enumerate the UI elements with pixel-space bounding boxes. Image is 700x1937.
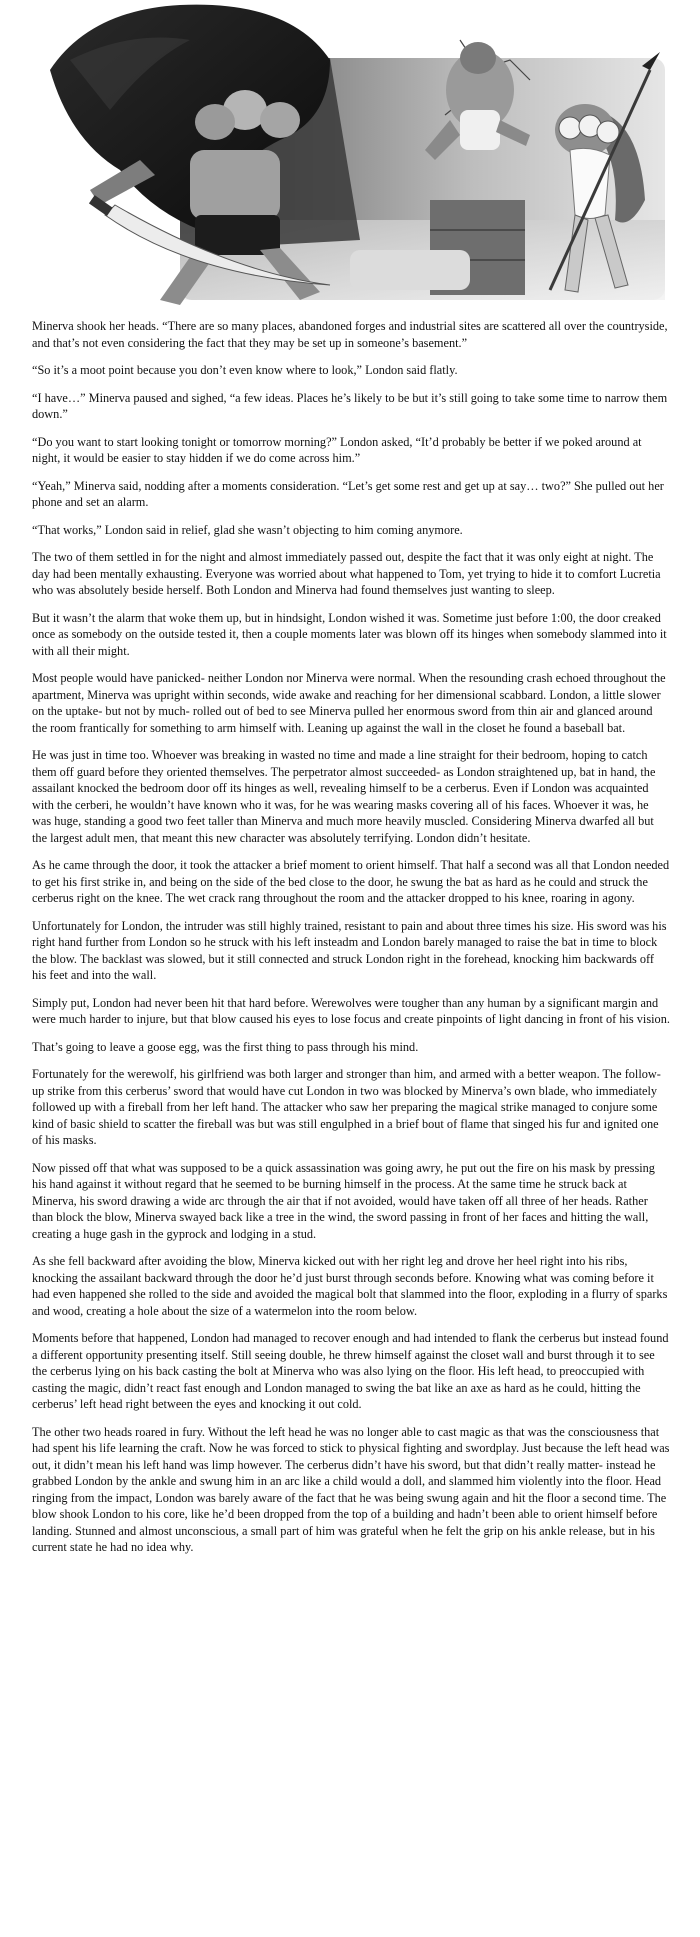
paragraph: Most people would have panicked- neither London nor Minerva were normal. When the resounding crash echoed throughout the apartment, Minerva was upright within seconds, wide awake and reaching for her dimensional scabbard. London, a little slower on the uptake- but not by much- rolled out of bed to see Minerva pulled her enormous sword from thin air and glanced around the room frantically for something to arm himself with. Leaning up against the wall in the closet he found a baseball bat. — [32, 671, 666, 735]
paragraph: “Yeah,” Minerva said, nodding after a moments consideration. “Let’s get some rest and get up at say… two?” She pulled out her phone and set an alarm. — [32, 478, 664, 509]
paragraph: Now pissed off that what was supposed to be a quick assassination was going awry, he put out the fire on his mask by pressing his hand against it without regard that he seemed to be burning himself in the process. At the same time he struck back at Minerva, his sword drawing a wide arc through the air that if not avoided, would have taken off all three of her heads. Rather than block the blow, Minerva swayed back like a tree in the wind, the sword passing in front of her faces and hitting the wall, creating a huge gash in the gyprock and lodging in a stud. — [32, 1160, 655, 1241]
story-illustration — [30, 0, 670, 308]
paragraph: “Do you want to start looking tonight or tomorrow morning?” London asked, “It’d probably be better if we poked around at night, it would be easier to stay hidden if we do come across him.” — [32, 434, 642, 465]
paragraph: The two of them settled in for the night and almost immediately passed out, despite the fact that it was only eight at night. The day had been mentally exhausting. Everyone was worried about what happened to Tom, yet trying to hide it to comfort Lucretia who was absolutely beside herself. Both London and Minerva had found themselves just wanting to sleep. — [32, 550, 661, 597]
paragraph: As he came through the door, it took the attacker a brief moment to orient himself. That half a second was all that London needed to get his first strike in, and being on the side of the bed close to the door, he swung the bat as hard as he could and struck the cerberus right on the knee. The wet crack rang throughout the room and the attacker dropped to his knee, roaring in agony. — [32, 858, 670, 905]
paragraph: Moments before that happened, London had managed to recover enough and had intended to flank the cerberus but instead found a different opportunity presenting itself. Still seeing double, he threw himself against the closet wall and burst through it to see the cerberus lying on his back casting the bolt at Minerva who was also lying on the floor. His left head, to preoccupied with casting the magic, didn’t react fast enough and London managed to swing the bat like an axe as hard as he could, hitting the cerberus’ left head right between the eyes and knocking it out cold. — [32, 1331, 669, 1411]
paragraph: The other two heads roared in fury. Without the left head he was no longer able to cast magic as that was the consciousness that had spent his life learning the craft. Now he was forced to stick to physical fighting and swordplay. Just because the left head was out, it didn’t mean his left hand was limp however. The cerberus didn’t have his sword, but that didn’t really matter- instead he grabbed London by the ankle and swung him in an arc like a child would a doll, and slammed him violently into the floor. Head ringing from the impact, London was barely aware of the fact that he was being swung again and hit the floor a second time. The blow shook London to his core, like he’d been dropped from the top of a building and hadn’t been able to orient himself before landing. Stunned and almost unconscious, a small part of him was grateful when he felt the grip on his ankle release, but in his current state he had no idea why. — [32, 1424, 670, 1554]
paragraph: Unfortunately for London, the intruder was still highly trained, resistant to pain and about three times his size. His sword was his right hand further from London so he struck with his left insteadm and London barely managed to raise the bat in time to block the blow. The backlast was slowed, but it still connected and struck London right in the forehead, knocking him backwards off his feet and into the wall. — [32, 918, 667, 982]
story-text — [32, 318, 670, 1567]
paragraph: “That works,” London said in relief, glad she wasn’t objecting to him coming anymore. — [32, 522, 463, 537]
paragraph: But it wasn’t the alarm that woke them up, but in hindsight, London wished it was. Sometime just before 1:00, the door creaked once as somebody on the outside tested it, then a couple moments later was blown off its hinges when somebody slammed into it with all their might. — [32, 610, 667, 658]
paragraph: As she fell backward after avoiding the blow, Minerva kicked out with her right leg and drove her heel right into his ribs, knocking the assailant backward through the door he’d just burst through seconds before. Knowing what was coming before it had even happened she rolled to the side and avoided the magical bolt that slammed into the floor, exploding in a flurry of sparks and wood, creating a hole about the size of a watermelon into the room below. — [32, 1254, 668, 1318]
paragraph: He was just in time too. Whoever was breaking in wasted no time and made a line straight for their bedroom, hoping to catch them off guard before they oriented themselves. The perpetrator almost succeeded- as London straightened up, bat in hand, the assailant knocked the bedroom door off its hinges as well, revealing himself to be a cerberus. Even if London was acquainted with the cerberi, he wouldn’t have known who it was, for he was wearing masks covering all of his faces. Whoever it was, he was huge, standing a good two feet taller than Minerva and much more heavily muscled. Considering Minerva dwarfed all but the largest adult men, that meant this new character was absolutely terrifying. London didn’t hesitate. — [32, 748, 656, 845]
paragraph: Simply put, London had never been hit that hard before. Werewolves were tougher than any human by a significant margin and were much harder to injure, but that blow caused his eyes to lose focus and create pinpoints of light dancing in front of his vision. — [32, 995, 670, 1026]
paragraph: Fortunately for the werewolf, his girlfriend was both larger and stronger than him, and armed with a better weapon. The follow-up strike from this cerberus’ sword that would have cut London in two was blocked by Minerva’s own blade, who immediately followed up with a fireball from her left hand. The attacker who saw her preparing the magical strike managed to conjure some kind of basic shield to scatter the fireball was but was still engulphed in a brief bout of flame that singed his fur and ignited one of his masks. — [32, 1067, 661, 1147]
paragraph: “I have…” Minerva paused and sighed, “a few ideas. Places he’s likely to be but it’s still going to take some time to narrow them down.” — [32, 390, 668, 421]
paragraph: Minerva shook her heads. “There are so many places, abandoned forges and industrial sites are scattered all over the countryside, and that’s not even considering the fact that they may be set up in someone’s basement.” — [32, 319, 668, 350]
paragraph: That’s going to leave a goose egg, was the first thing to pass through his mind. — [32, 1039, 419, 1054]
paragraph: “So it’s a moot point because you don’t even know where to look,” London said flatly. — [32, 363, 458, 377]
